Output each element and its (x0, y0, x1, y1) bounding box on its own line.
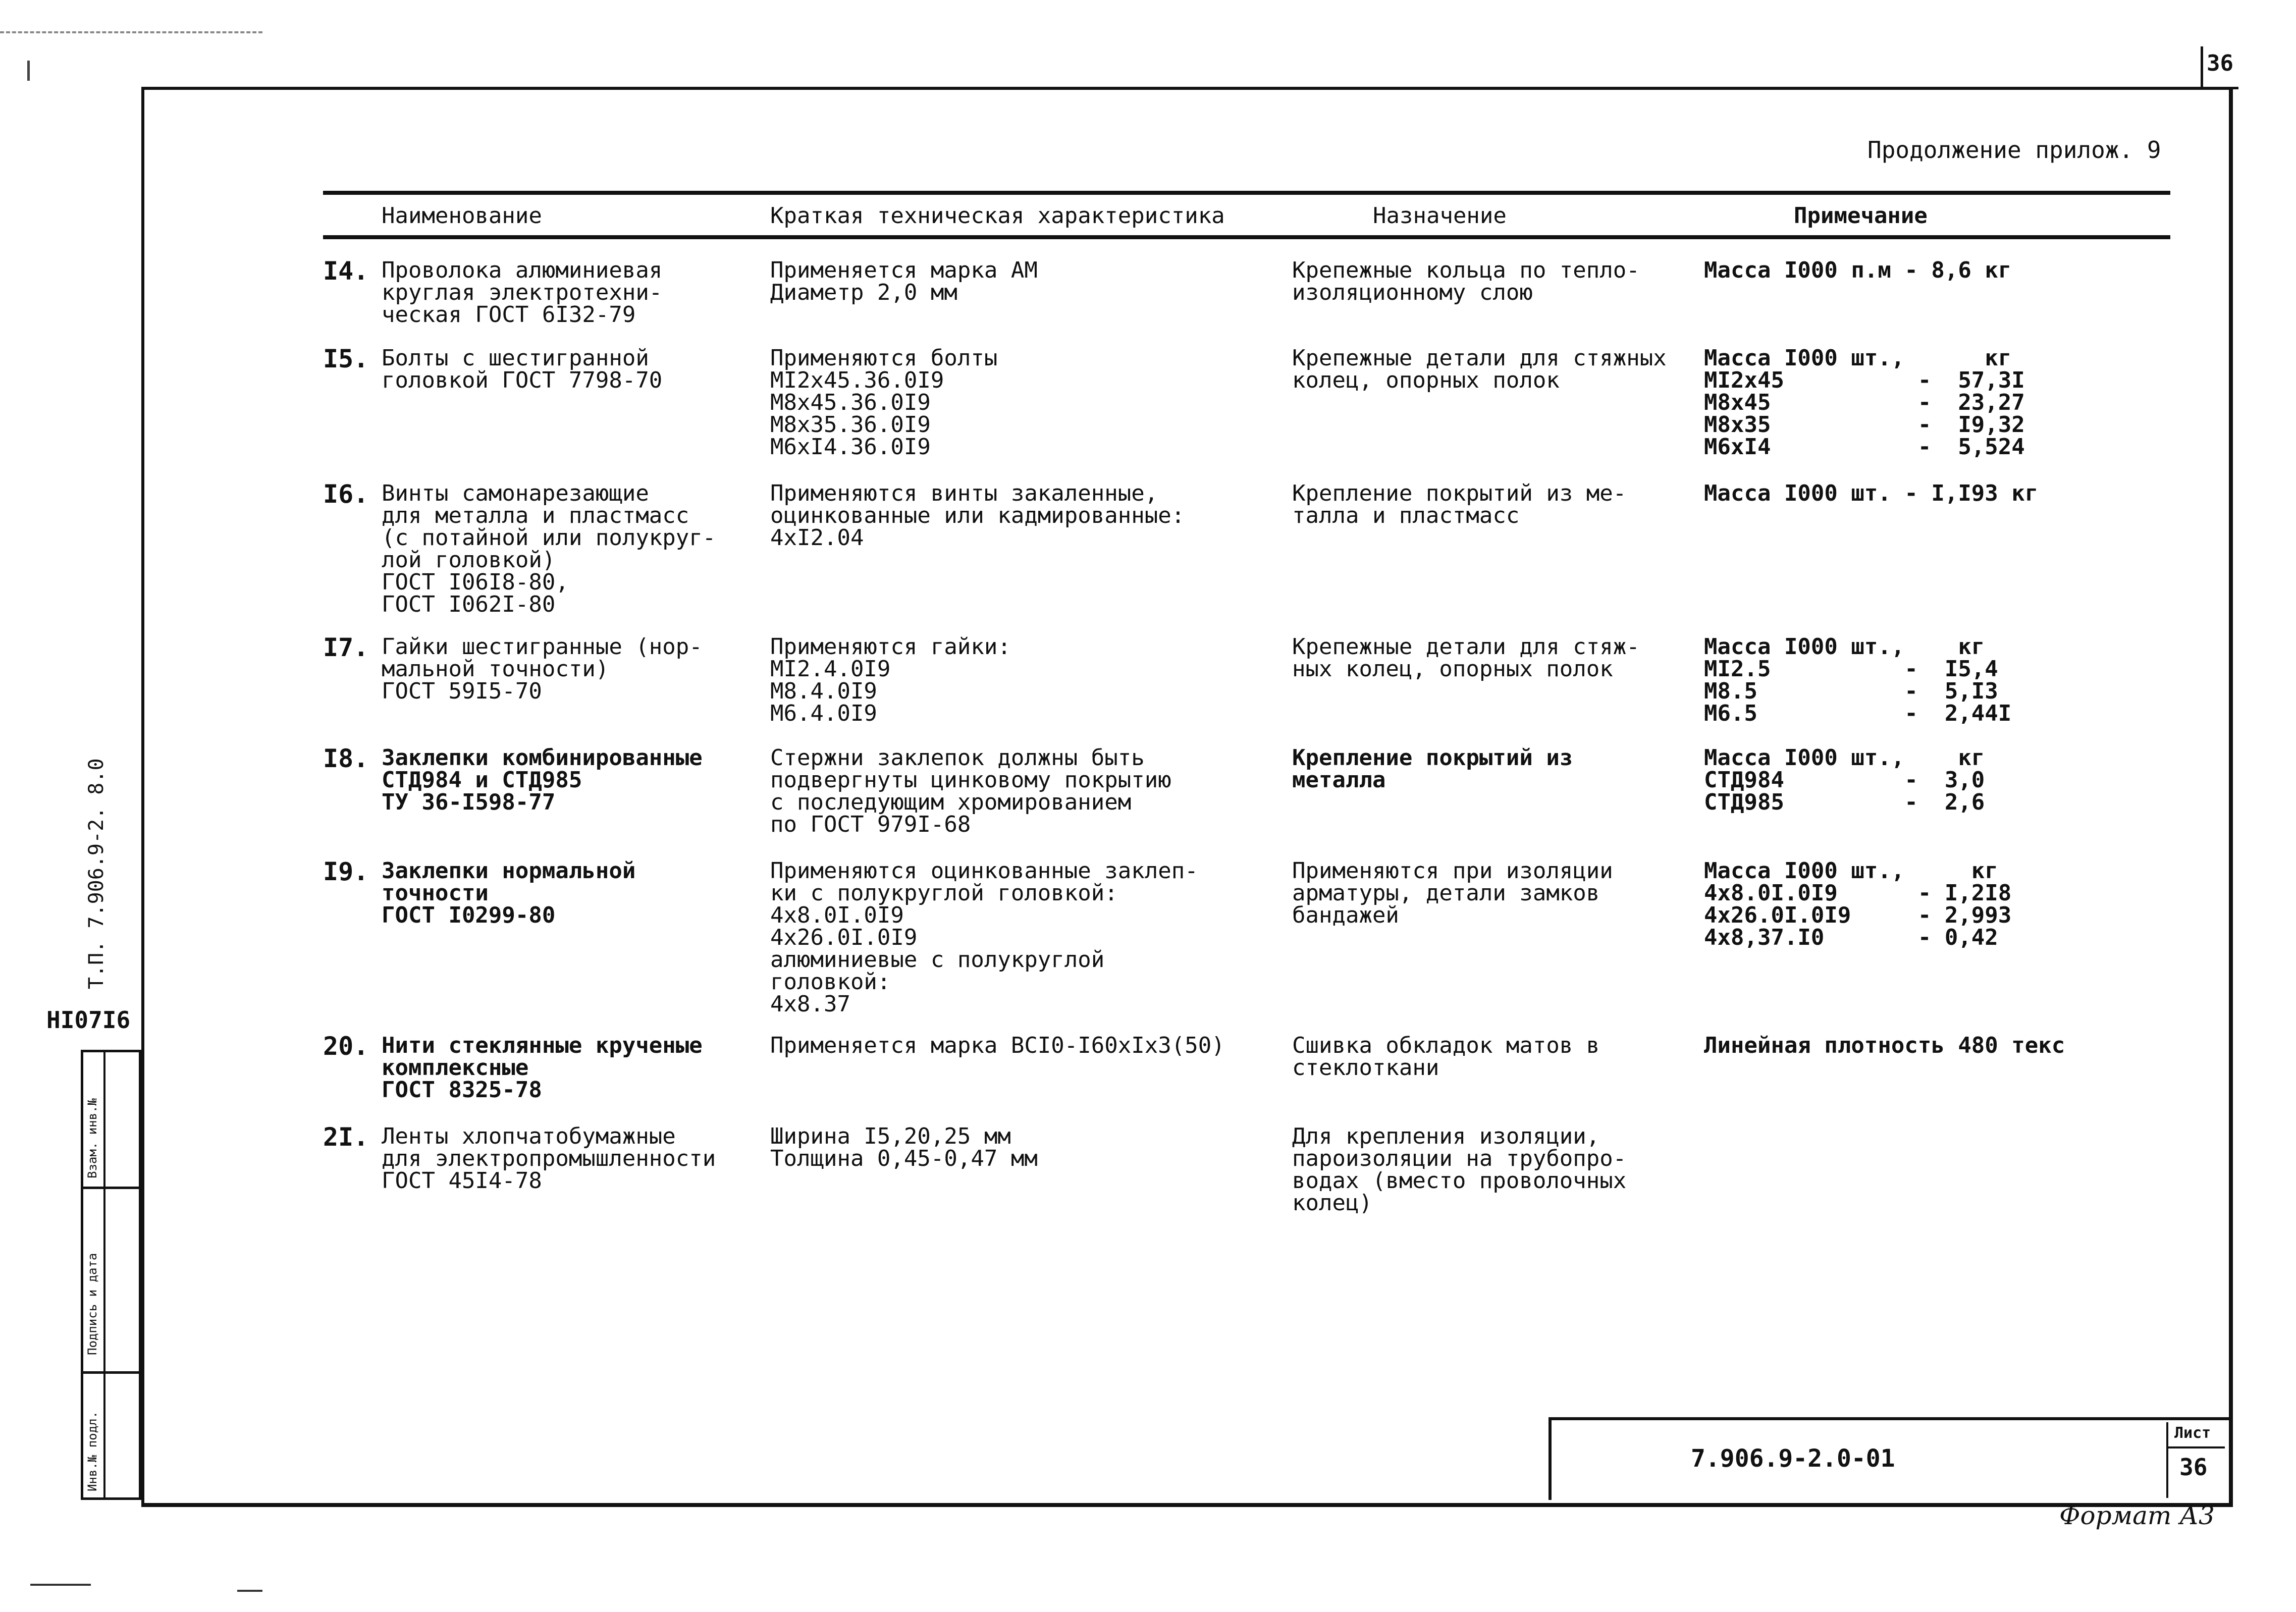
row-spec: Ширина I5,20,25 мм Толщина 0,45-0,47 мм (770, 1123, 1038, 1171)
row-number: I5. (323, 344, 369, 373)
scan-mark-bottom-2 (237, 1590, 262, 1592)
continuation-title: Продолжение прилож. 9 (1867, 136, 2161, 164)
row-name: Болты с шестигранной головкой ГОСТ 7798-70 (382, 345, 663, 393)
row-purpose: Крепежные детали для стяжных колец, опорных полок (1292, 345, 1667, 393)
sidebar-stamp (81, 1050, 141, 1500)
header-name: Наименование (382, 203, 542, 229)
series-label: Т.П. 7.906.9-2. 8.0 (85, 758, 108, 989)
scan-mark-top (0, 31, 262, 33)
row-name: Винты самонарезающие для металла и пластмасс (с потайной или полукруг- лой головкой) ГОСТ I06I8-80, ГОСТ I062I-80 (382, 480, 716, 617)
header-purpose: Назначение (1373, 203, 1507, 229)
header-note: Примечание (1794, 203, 1928, 229)
row-number: 2I. (323, 1122, 369, 1152)
format-note: Формат А3 (2059, 1501, 2215, 1530)
sidebar-label-signature: Подпись и дата (85, 1253, 99, 1355)
row-name: Заклепки комбинированные СТД984 и СТД985 ТУ 36-I598-77 (382, 745, 703, 815)
row-number: I6. (323, 479, 369, 509)
row-purpose: Крепежные кольца по тепло- изоляционному слою (1292, 257, 1640, 305)
row-name: Нити стеклянные крученые комплексные ГОСТ 8325-78 (382, 1033, 703, 1103)
sidebar-label-inventory: Инв.№ подл. (85, 1411, 99, 1491)
sidebar-divider (103, 1052, 105, 1497)
row-name: Проволока алюминиевая круглая электротехни- ческая ГОСТ 6I32-79 (382, 257, 663, 328)
corner-number: 36 (2207, 50, 2233, 76)
sheet-label: Лист (2174, 1424, 2211, 1442)
header-spec: Краткая техническая характеристика (770, 203, 1225, 229)
sheet-box-rule (2168, 1446, 2225, 1448)
row-note: Масса I000 шт., кг МI2х45 - 57,3I М8х45 - 23,27 М8х35 - I9,32 М6хI4 - 5,524 (1704, 345, 2025, 460)
scan-mark-bottom (30, 1584, 91, 1586)
row-spec: Применяются болты МI2х45.36.0I9 М8х45.36.0I9 М8х35.36.0I9 М6хI4.36.0I9 (770, 345, 998, 460)
row-purpose: Крепление покрытий из металла (1292, 745, 1573, 793)
row-number: I9. (323, 857, 369, 886)
row-spec: Применяется марка АМ Диаметр 2,0 мм (770, 257, 1038, 305)
row-note: Масса I000 шт. - I,I93 кг (1704, 480, 2039, 506)
sidebar-rule (83, 1371, 139, 1374)
header-rule-bottom (323, 235, 2170, 239)
row-number: I8. (323, 744, 369, 773)
row-note: Масса I000 шт., кг МI2.5 - I5,4 М8.5 - 5,I3 М6.5 - 2,44I (1704, 634, 2012, 726)
row-spec: Применяется марка ВСI0-I60хIх3(50) (770, 1033, 1225, 1058)
row-purpose: Крепежные детали для стяж- ных колец, опорных полок (1292, 634, 1640, 682)
row-name: Гайки шестигранные (нор- мальной точности) ГОСТ 59I5-70 (382, 634, 703, 704)
row-spec: Стержни заклепок должны быть подвергнуты цинковому покрытию с последующим хромированием по ГОСТ 979I-68 (770, 745, 1171, 837)
row-note: Масса I000 шт., кг СТД984 - 3,0 СТД985 - 2,6 (1704, 745, 1985, 815)
header-rule-top (323, 191, 2170, 195)
row-name: Ленты хлопчатобумажные для электропромышленности ГОСТ 45I4-78 (382, 1123, 716, 1194)
row-number: 20. (323, 1032, 369, 1061)
row-purpose: Крепление покрытий из ме- талла и пластмасс (1292, 480, 1627, 528)
row-note: Линейная плотность 480 текс (1704, 1033, 2065, 1058)
row-spec: Применяются гайки: МI2.4.0I9 М8.4.0I9 М6.4.0I9 (770, 634, 1011, 726)
row-number: I4. (323, 256, 369, 286)
row-number: I7. (323, 633, 369, 662)
scan-mark-left (27, 61, 30, 81)
inventory-id: НI07I6 (46, 1006, 131, 1034)
row-spec: Применяются оцинкованные заклеп- ки с полукруглой головкой: 4х8.0I.0I9 4х26.0I.0I9 алюминиевые с полукруглой головкой: 4х8.37 (770, 858, 1198, 1017)
row-purpose: Применяются при изоляции арматуры, детали замков бандажей (1292, 858, 1613, 928)
row-purpose: Для крепления изоляции, пароизоляции на трубопро- водах (вместо проволочных колец) (1292, 1123, 1627, 1216)
sidebar-rule (83, 1187, 139, 1189)
row-name: Заклепки нормальной точности ГОСТ I0299-80 (382, 858, 636, 928)
doc-code: 7.906.9-2.0-01 (1691, 1444, 1895, 1473)
row-note: Масса I000 п.м - 8,6 кг (1704, 257, 2012, 283)
sheet-number: 36 (2179, 1454, 2208, 1481)
row-purpose: Сшивка обкладок матов в стеклоткани (1292, 1033, 1600, 1081)
row-spec: Применяются винты закаленные, оцинкованные или кадмированные: 4хI2.04 (770, 480, 1185, 551)
sidebar-label-replaced: Взам. инв.№ (85, 1098, 99, 1178)
row-note: Масса I000 шт., кг 4х8.0I.0I9 - I,2I8 4х26.0I.0I9 - 2,993 4х8,37.I0 - 0,42 (1704, 858, 2012, 950)
